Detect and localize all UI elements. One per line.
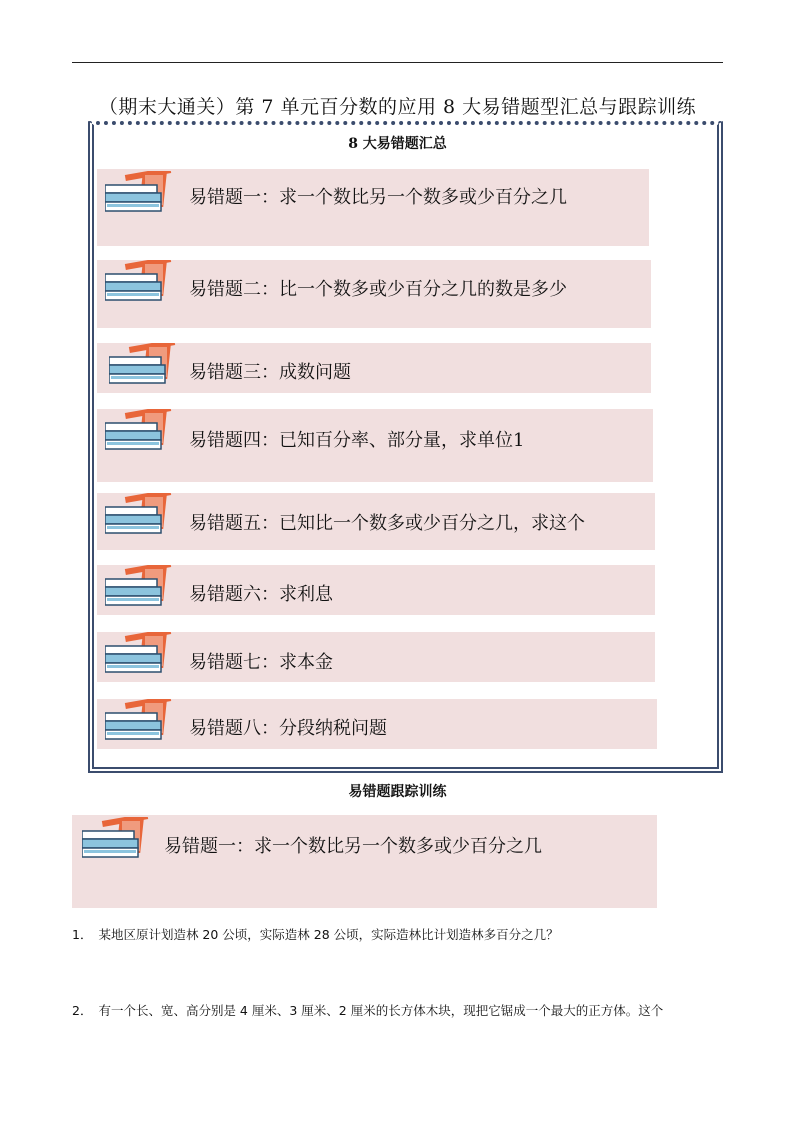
summary-item-5: [97, 493, 655, 550]
summary-item-3: [97, 343, 651, 393]
summary-item-8: [97, 699, 657, 749]
book-stack-icon: [105, 409, 175, 455]
summary-item-label: 易错题二：比一个数多或少百分之几的数是多少: [189, 279, 567, 300]
book-stack-icon: [105, 493, 175, 539]
page-title: （期末大通关）第 7 单元百分数的应用 8 大易错题型汇总与跟踪训练: [98, 96, 697, 118]
book-stack-icon: [105, 171, 175, 217]
summary-item-label: 易错题六：求利息: [189, 584, 333, 605]
summary-item-7: [97, 632, 655, 682]
summary-item-6: [97, 565, 655, 615]
book-stack-icon: [109, 343, 179, 389]
book-stack-icon: [82, 817, 152, 863]
summary-item-label: 易错题五：已知比一个数多或少百分之几，求这个: [189, 513, 585, 534]
training-section-title: 易错题一：求一个数比另一个数多或少百分之几: [164, 836, 542, 857]
question-number: 1．: [72, 927, 93, 942]
summary-heading: 8 大易错题汇总: [348, 136, 447, 152]
question-1: [72, 925, 559, 943]
header-rule: [72, 62, 723, 63]
training-heading: 易错题跟踪训练: [348, 784, 447, 800]
summary-item-label: 易错题三：成数问题: [189, 362, 351, 383]
question-text: 某地区原计划造林 20 公顷，实际造林 28 公顷，实际造林比计划造林多百分之几？: [98, 927, 559, 942]
question-2: [72, 1001, 663, 1019]
question-number: 2．: [72, 1003, 93, 1018]
summary-item-1: [97, 169, 649, 246]
summary-item-label: 易错题八：分段纳税问题: [189, 718, 387, 739]
summary-item-label: 易错题四：已知百分率、部分量，求单位1: [189, 430, 525, 451]
book-stack-icon: [105, 565, 175, 611]
book-stack-icon: [105, 699, 175, 745]
summary-item-label: 易错题七：求本金: [189, 652, 333, 673]
book-stack-icon: [105, 260, 175, 306]
question-text: 有一个长、宽、高分别是 4 厘米、3 厘米、2 厘米的长方体木块，现把它锯成一个最大的正方体。这个: [98, 1003, 664, 1018]
training-section-title-box: [72, 815, 657, 908]
book-stack-icon: [105, 632, 175, 678]
summary-item-label: 易错题一：求一个数比另一个数多或少百分之几: [189, 187, 567, 208]
summary-item-4: [97, 409, 653, 482]
summary-item-2: [97, 260, 651, 328]
